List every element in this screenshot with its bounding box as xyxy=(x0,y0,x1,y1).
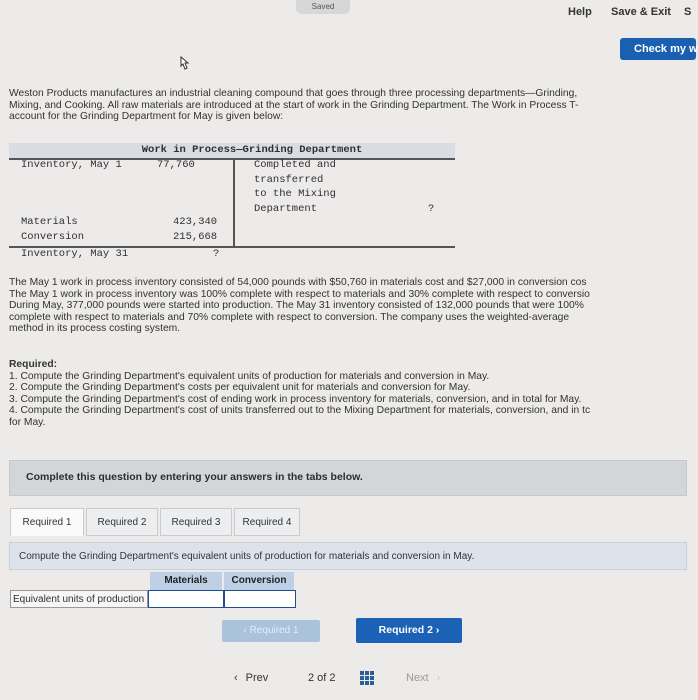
save-exit-link[interactable]: Save & Exit xyxy=(611,6,671,18)
detail-line: The May 1 work in process inventory was 100% complete with respect to materials and 30% complete with respect to conversio xyxy=(9,288,590,300)
submit-link[interactable]: S xyxy=(684,6,692,18)
debit-value: ? xyxy=(213,248,220,260)
t-account-center-rule xyxy=(233,158,235,248)
task-prompt-panel xyxy=(9,542,687,570)
intro-line: Weston Products manufactures an industrial cleaning compound that goes through three processing departments—Grinding, xyxy=(9,88,578,99)
intro-line: account for the Grinding Department for May is given below: xyxy=(9,111,284,122)
detail-line: During May, 377,000 pounds were started into production. The May 31 inventory consisted of 132,000 pounds that were 100% xyxy=(9,300,584,311)
required-section xyxy=(9,359,590,428)
tab-required-2[interactable]: Required 2 xyxy=(86,508,158,536)
chevron-right-icon: › xyxy=(436,672,441,684)
debit-label: Inventory, May 1 xyxy=(21,159,122,171)
prev-page-button[interactable] xyxy=(234,672,268,684)
conversion-input[interactable] xyxy=(224,590,296,608)
next-required-button[interactable]: Required 2 › xyxy=(356,618,462,643)
required-line: 2. Compute the Grinding Department's costs per equivalent unit for materials and conversion for May. xyxy=(9,382,471,393)
instruction-box xyxy=(9,460,687,496)
column-header-materials: Materials xyxy=(150,572,222,590)
help-link[interactable]: Help xyxy=(568,6,592,18)
required-heading: Required: xyxy=(9,359,58,370)
credit-value: ? xyxy=(428,202,435,215)
detail-line: complete with respect to materials and 70% complete with respect to conversion. The company uses the weighted-average xyxy=(9,311,570,323)
credit-label: Completed and xyxy=(254,159,336,171)
prev-label: Prev xyxy=(245,672,269,684)
required-line: 3. Compute the Grinding Department's cost of ending work in process inventory for materials, conversion, and in total for May. xyxy=(9,393,582,405)
materials-input[interactable] xyxy=(148,590,224,608)
debit-value: 423,340 xyxy=(173,216,218,228)
detail-line: The May 1 work in process inventory consisted of 54,000 pounds with $50,760 in materials cost and $27,000 in conversion cos xyxy=(9,277,587,288)
debit-value: 77,760 xyxy=(157,159,195,171)
debit-label: Inventory, May 31 xyxy=(21,248,129,260)
next-label: Next xyxy=(406,672,429,684)
credit-label: Department xyxy=(254,202,318,215)
row-label: Equivalent units of production xyxy=(10,590,148,608)
tab-required-4[interactable]: Required 4 xyxy=(234,508,300,536)
t-account-title: Work in Process—Grinding Department xyxy=(9,143,455,158)
task-prompt: Compute the Grinding Department's equivalent units of production for materials and conversion in May. xyxy=(19,551,475,562)
credit-label: to the Mixing xyxy=(254,188,336,200)
next-page-button[interactable] xyxy=(406,672,440,684)
intro-paragraph xyxy=(9,88,578,123)
debit-label: Conversion xyxy=(21,230,85,243)
top-bar xyxy=(0,0,690,30)
credit-label: transferred xyxy=(254,173,324,186)
tab-required-3[interactable]: Required 3 xyxy=(160,508,232,536)
detail-paragraph xyxy=(9,277,590,335)
page-indicator: 2 of 2 xyxy=(308,672,336,684)
mouse-cursor-icon xyxy=(177,56,191,72)
column-header-conversion: Conversion xyxy=(224,572,294,590)
intro-line: Mixing, and Cooking. All raw materials are introduced at the start of work in the Grinding Department. The Work in Process T- xyxy=(9,99,579,111)
tab-required-1[interactable]: Required 1 xyxy=(10,508,84,536)
previous-required-button[interactable]: ‹ Required 1 xyxy=(222,620,320,642)
saved-indicator: Saved xyxy=(296,0,350,14)
debit-label: Materials xyxy=(21,216,78,228)
detail-line: method in its process costing system. xyxy=(9,323,181,334)
grid-icon[interactable] xyxy=(360,671,374,685)
check-my-work-button[interactable]: Check my w xyxy=(620,38,696,60)
chevron-left-icon: ‹ xyxy=(234,672,238,684)
t-account xyxy=(9,143,455,261)
debit-value: 215,668 xyxy=(173,230,218,243)
required-line: 4. Compute the Grinding Department's cost of units transferred out to the Mixing Department for materials, conversion, and in tc xyxy=(9,405,591,416)
required-line: 1. Compute the Grinding Department's equivalent units of production for materials and conversion in May. xyxy=(9,370,490,382)
required-line: for May. xyxy=(9,416,46,428)
instruction-text: Complete this question by entering your answers in the tabs below. xyxy=(26,471,363,483)
